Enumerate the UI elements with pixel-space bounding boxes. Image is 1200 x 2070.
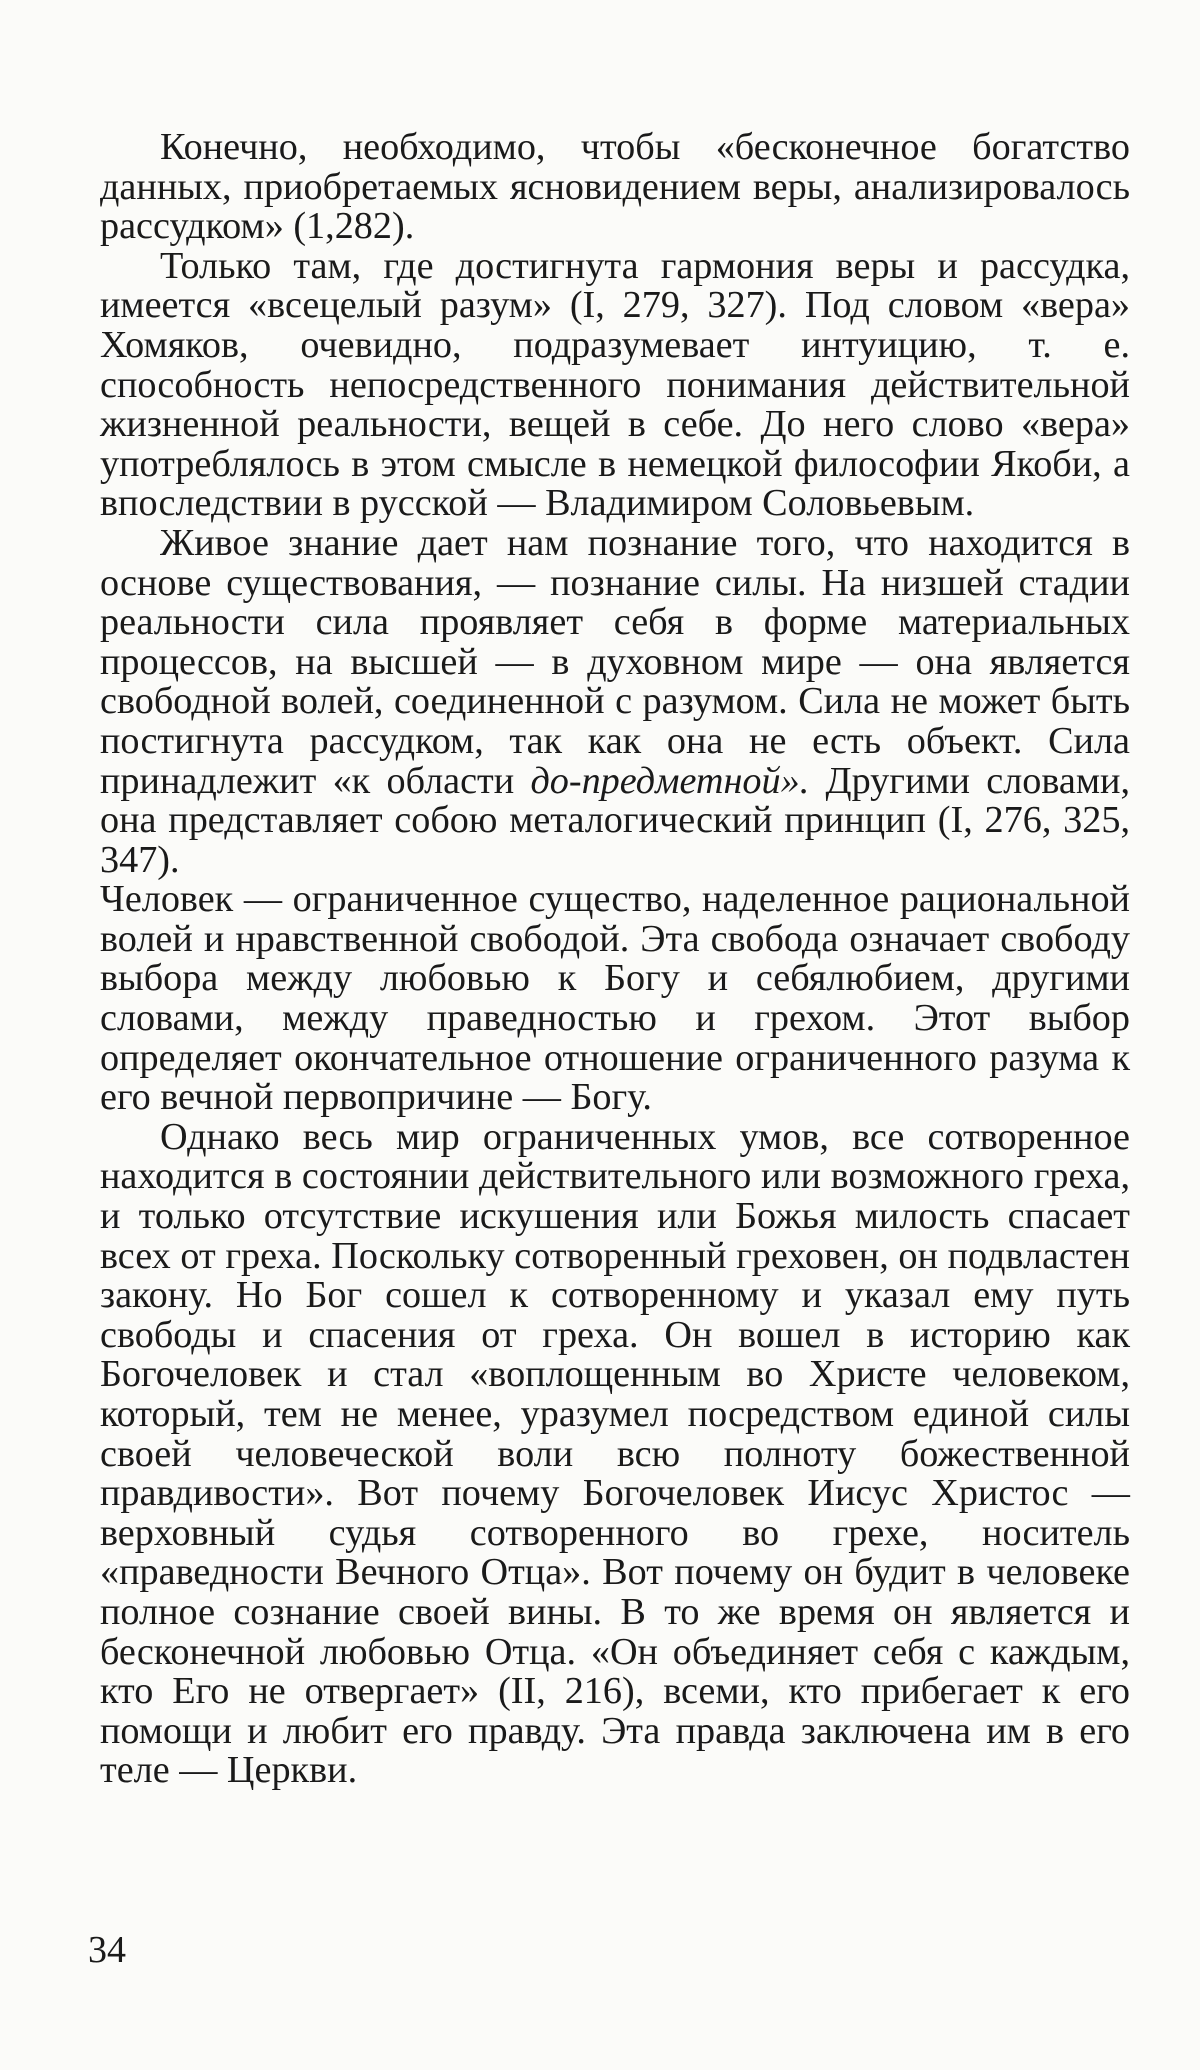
paragraph-3 — [100, 521, 1130, 881]
page-number: 34 — [88, 1929, 126, 1971]
paragraph-3-text-after: Другими словами, она представляет собою металогический принцип (I, 276, 325, 347). — [100, 759, 1130, 881]
paragraph-3-text-before: Живое знание дает нам познание того, что находится в основе существования, — познание силы. На низшей стадии реальности сила проявляет себя в форме материальных процессов, на высшей — в духовном мире — она является свободной волей, соединенной с разумом. Сила не может быть постигнута рассудком, так как она не есть объект. Сила принадлежит «к области — [100, 521, 1130, 802]
paragraph-5: Однако весь мир ограниченных умов, все сотворенное находится в состоянии действительного или возможного греха, и только отсутствие искушения или Божья милость спасает всех от греха. Поскольку сотворенный греховен, он подвластен закону. Но Бог сошел к сотворенному и указал ему путь свободы и спасения от греха. Он вошел в историю как Богочеловек и стал «воплощенным во Христе человеком, который, тем не менее, уразумел посредством единой силы своей человеческой воли всю полноту божественной правдивости». Вот почему Богочеловек Иисус Христос — верховный судья сотворенного во грехе, носитель «праведности Вечного Отца». Вот почему он будит в человеке полное сознание своей вины. В то же время он является и бесконечной любовью Отца. «Он объединяет себя с каждым, кто Его не отвергает» (II, 216), всеми, кто прибегает к его помощи и любит его правду. Эта правда заключена им в его теле — Церкви. — [100, 1115, 1130, 1792]
page-body — [100, 128, 1130, 1791]
paragraph-3-italic-term: до-предметной». — [530, 759, 810, 802]
paragraph-2: Только там, где достигнута гармония веры и рассудка, имеется «всецелый разум» (I, 279, 327). Под словом «вера» Хомяков, очевидно, подразумевает интуицию, т. е. способность непосредственного понимания действительной жизненной реальности, вещей в себе. До него слово «вера» употреблялось в этом смысле в немецкой философии Якоби, а впоследствии в русской — Владимиром Соловьевым. — [100, 244, 1130, 525]
paragraph-4: Человек — ограниченное существо, наделенное рациональной волей и нравственной свободой. Эта свобода означает свободу выбора между любовью к Богу и себялюбием, другими словами, между праведностью и грехом. Этот выбор определяет окончательное отношение ограниченного разума к его вечной первопричине — Богу. — [100, 878, 1130, 1119]
paragraph-1: Конечно, необходимо, чтобы «бесконечное богатство данных, приобретаемых ясновидением веры, анализировалось рассудком» (1,282). — [100, 126, 1130, 248]
